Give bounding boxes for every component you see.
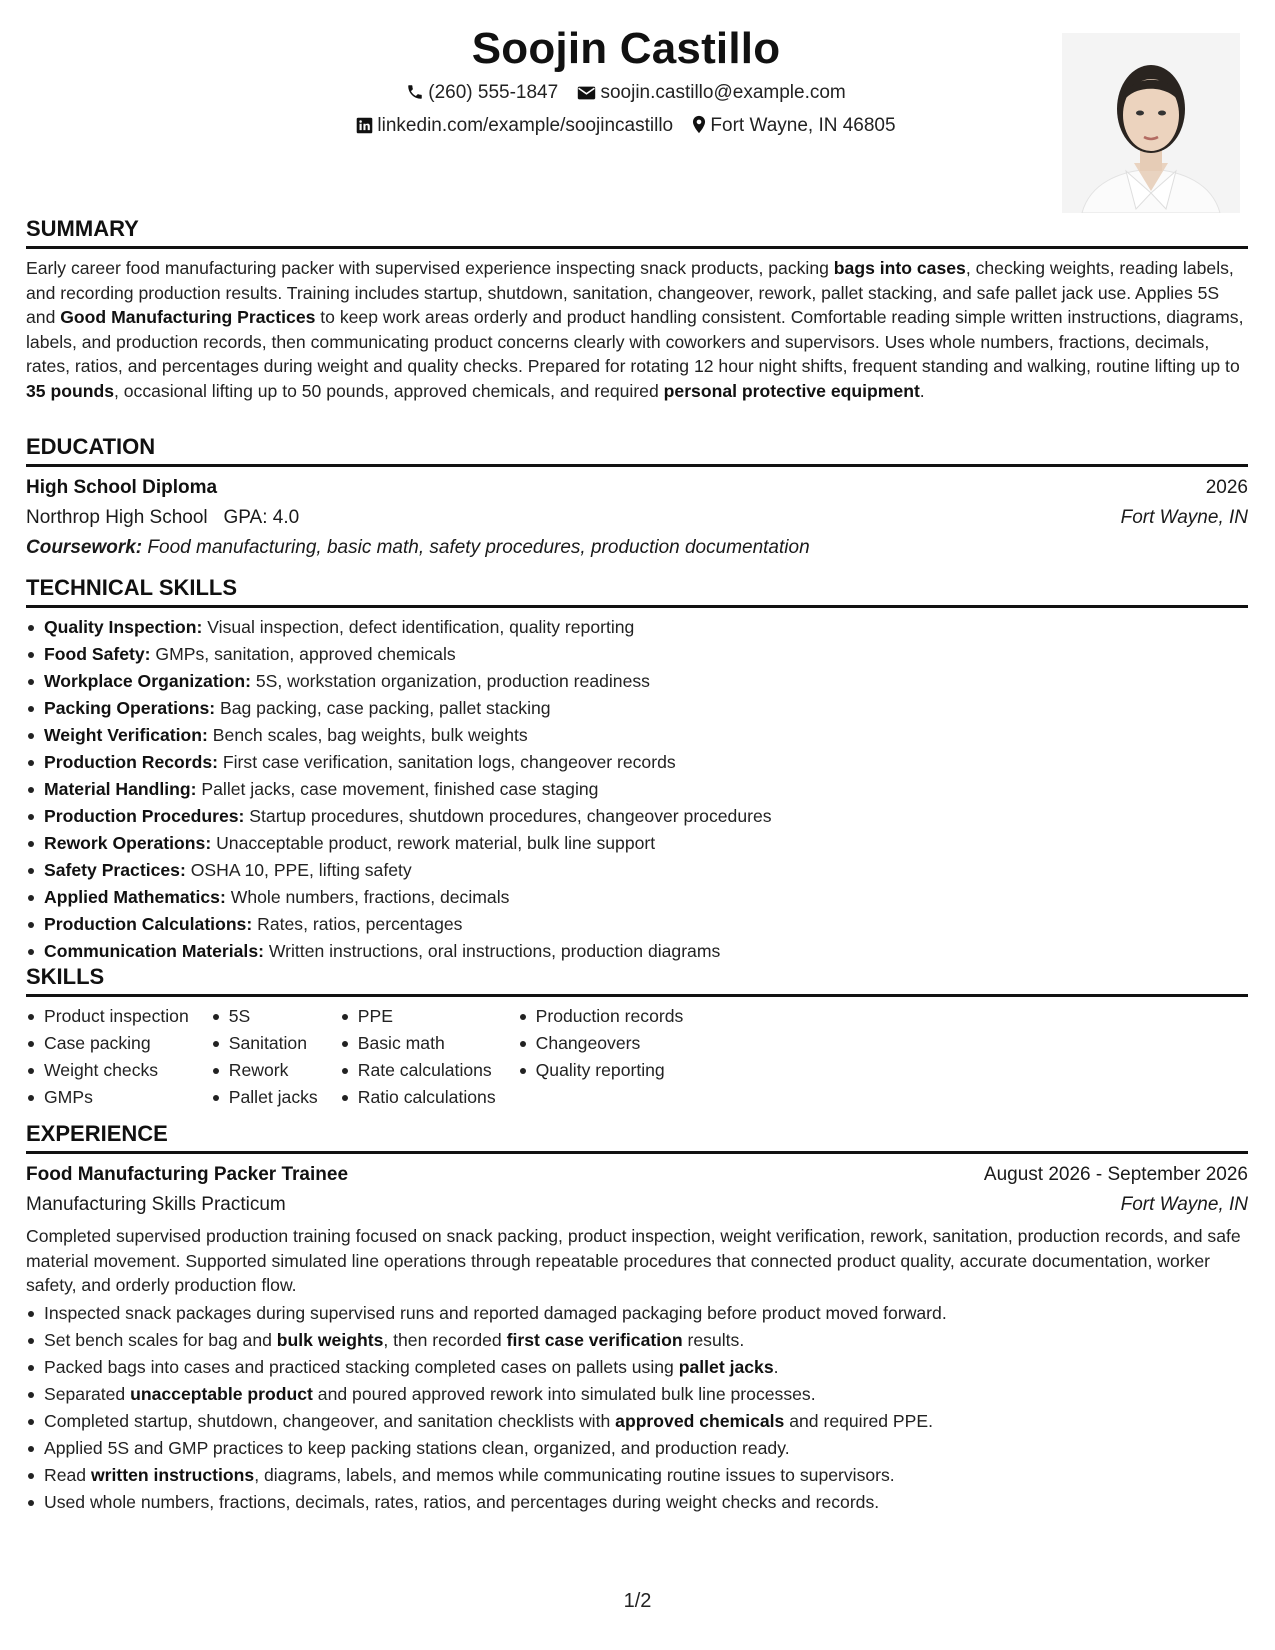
- skills-section: [26, 963, 1248, 1111]
- envelope-icon: [577, 81, 596, 111]
- education-section: [26, 433, 1248, 563]
- school-line: [26, 503, 299, 533]
- skill-category: Production Calculations:: [44, 914, 253, 934]
- skill-item: Production records: [518, 1003, 684, 1030]
- text-segment: Applied 5S and GMP practices to keep packing stations clean, organized, and production ready.: [44, 1437, 790, 1458]
- summary-text: [26, 256, 1248, 404]
- section-divider: [26, 605, 1248, 608]
- school-location: Fort Wayne, IN: [1120, 507, 1248, 528]
- emphasized-text: bags into cases: [833, 258, 966, 278]
- summary-heading: SUMMARY: [26, 216, 139, 241]
- emphasized-text: written instructions: [90, 1464, 255, 1485]
- school-name: Northrop High School: [26, 507, 208, 528]
- skill-item: PPE: [340, 1003, 496, 1030]
- emphasized-text: first case verification: [506, 1329, 683, 1350]
- experience-section: [26, 1120, 1248, 1516]
- text-segment: .: [773, 1356, 779, 1377]
- emphasized-text: approved chemicals: [615, 1410, 785, 1431]
- technical-skill-item: [26, 749, 1248, 776]
- skill-item: GMPs: [26, 1084, 189, 1111]
- skill-detail: Bag packing, case packing, pallet stacking: [215, 698, 551, 718]
- skill-detail: Pallet jacks, case movement, finished case staging: [196, 779, 599, 799]
- location-contact: [692, 111, 895, 144]
- phone-icon: [406, 81, 424, 111]
- page-number: 1/2: [623, 1590, 652, 1612]
- coursework-row: [26, 533, 1248, 563]
- skill-category: Food Safety:: [44, 644, 151, 664]
- experience-bullet: [26, 1462, 1248, 1489]
- skill-item: Weight checks: [26, 1057, 189, 1084]
- technical-skill-item: [26, 938, 1248, 965]
- skill-detail: Visual inspection, defect identification, quality reporting: [202, 617, 635, 637]
- skill-detail: Whole numbers, fractions, decimals: [225, 887, 510, 907]
- skill-item: Quality reporting: [518, 1057, 684, 1084]
- technical-skill-item: [26, 776, 1248, 803]
- text-segment: Used whole numbers, fractions, decimals, rates, ratios, and percentages during weight checks and records.: [44, 1491, 880, 1512]
- experience-row-1: [26, 1160, 1248, 1190]
- skill-category: Rework Operations:: [44, 833, 212, 853]
- skill-detail: Rates, ratios, percentages: [252, 914, 463, 934]
- section-divider: [26, 1151, 1248, 1154]
- emphasized-text: Good Manufacturing Practices: [60, 307, 316, 328]
- phone-text: (260) 555-1847: [428, 82, 559, 103]
- text-segment: Completed startup, shutdown, changeover, and sanitation checklists with: [44, 1410, 616, 1431]
- experience-description: Completed supervised production training focused on snack packing, product inspection, weight verification, rework, sanitation, production records, and safe material movement. Supported simulated line operations through repeatable procedures that connected product quality, accurate documentation, worker safety, and orderly production flow.: [26, 1226, 1241, 1296]
- email-text[interactable]: soojin.castillo@example.com: [600, 82, 846, 103]
- skill-category: Safety Practices:: [44, 860, 186, 880]
- skills-column: [26, 1003, 189, 1111]
- skill-item: Rate calculations: [340, 1057, 496, 1084]
- text-segment: , occasional lifting up to 50 pounds, approved chemicals, and required: [113, 380, 664, 401]
- skills-column: [211, 1003, 318, 1111]
- contact-line-2: [26, 111, 1226, 144]
- skill-item: Sanitation: [211, 1030, 318, 1057]
- skill-category: Production Procedures:: [44, 806, 245, 826]
- experience-bullet: [26, 1381, 1248, 1408]
- experience-bullet: [26, 1435, 1248, 1462]
- emphasized-text: bulk weights: [276, 1329, 384, 1350]
- technical-skill-item: [26, 884, 1248, 911]
- skill-category: Quality Inspection:: [44, 617, 203, 637]
- skill-category: Production Records:: [44, 752, 218, 772]
- experience-bullet: [26, 1408, 1248, 1435]
- linkedin-icon: [356, 114, 373, 144]
- skills-heading: SKILLS: [26, 964, 105, 989]
- contact-line-1: [26, 78, 1226, 111]
- technical-skills-heading: TECHNICAL SKILLS: [26, 575, 238, 600]
- skill-detail: 5S, workstation organization, production readiness: [250, 671, 650, 691]
- text-segment: to keep work areas orderly and product handling consistent. Comfortable reading simple written instructions, diagrams, labels, and production records, then communicating product concerns clearly with coworkers and supervisors. Uses whole numbers, fractions, decimals, rates, ratios, and percentages during weight and quality checks. Prepared for rotating 12 hour night shifts, frequent standing and walking, routine lifting up to: [26, 307, 1244, 377]
- linkedin-text[interactable]: linkedin.com/example/soojincastillo: [377, 115, 674, 136]
- skill-detail: GMPs, sanitation, approved chemicals: [150, 644, 456, 664]
- experience-row-2: [26, 1190, 1248, 1220]
- skill-category: Weight Verification:: [44, 725, 208, 745]
- technical-skill-item: [26, 668, 1248, 695]
- skill-detail: Written instructions, oral instructions, production diagrams: [263, 941, 721, 961]
- experience-heading: EXPERIENCE: [26, 1121, 168, 1146]
- phone-contact: [406, 78, 558, 111]
- education-row-1: [26, 473, 1248, 503]
- text-segment: Read: [44, 1464, 91, 1485]
- skill-item: Changeovers: [518, 1030, 684, 1057]
- technical-skills-list: [26, 614, 1248, 965]
- technical-skills-section: [26, 574, 1248, 965]
- technical-skill-item: [26, 830, 1248, 857]
- emphasized-text: personal protective equipment: [663, 380, 920, 401]
- text-segment: .: [919, 380, 925, 401]
- section-divider: [26, 464, 1248, 467]
- skill-category: Communication Materials:: [44, 941, 264, 961]
- job-title: Food Manufacturing Packer Trainee: [26, 1164, 349, 1185]
- summary-section: [26, 215, 1248, 404]
- skill-item: Ratio calculations: [340, 1084, 496, 1111]
- education-heading: EDUCATION: [26, 434, 156, 459]
- linkedin-contact[interactable]: [356, 111, 673, 144]
- experience-bullet: [26, 1300, 1248, 1327]
- text-segment: results.: [682, 1329, 745, 1350]
- skill-item: Product inspection: [26, 1003, 189, 1030]
- technical-skill-item: [26, 803, 1248, 830]
- degree: High School Diploma: [26, 477, 218, 498]
- technical-skill-item: [26, 641, 1248, 668]
- text-segment: Packed bags into cases and practiced stacking completed cases on pallets using: [44, 1356, 679, 1377]
- skill-category: Applied Mathematics:: [44, 887, 226, 907]
- skill-item: Case packing: [26, 1030, 189, 1057]
- job-location: Fort Wayne, IN: [1120, 1194, 1248, 1215]
- text-segment: and poured approved rework into simulated bulk line processes.: [312, 1383, 816, 1404]
- skill-detail: Bench scales, bag weights, bulk weights: [207, 725, 528, 745]
- skill-category: Material Handling:: [44, 779, 197, 799]
- experience-bullet: [26, 1354, 1248, 1381]
- skill-detail: Unacceptable product, rework material, bulk line support: [211, 833, 656, 853]
- text-segment: , diagrams, labels, and memos while communicating routine issues to supervisors.: [254, 1464, 895, 1485]
- skill-detail: OSHA 10, PPE, lifting safety: [185, 860, 412, 880]
- coursework-text: Food manufacturing, basic math, safety procedures, production documentation: [147, 537, 810, 558]
- skill-item: Pallet jacks: [211, 1084, 318, 1111]
- job-dates: August 2026 - September 2026: [983, 1164, 1248, 1185]
- text-segment: Early career food manufacturing packer with supervised experience inspecting snack products, packing: [26, 258, 834, 278]
- experience-bullets: [26, 1300, 1248, 1516]
- emphasized-text: 35 pounds: [26, 380, 114, 401]
- profile-photo: [1062, 33, 1240, 213]
- skills-column: [518, 1003, 684, 1111]
- text-segment: Inspected snack packages during supervised runs and reported damaged packaging before product moved forward.: [44, 1302, 947, 1323]
- skills-grid: [26, 1003, 1248, 1111]
- graduation-year: 2026: [1205, 477, 1248, 498]
- technical-skill-item: [26, 857, 1248, 884]
- skill-detail: First case verification, sanitation logs, changeover records: [218, 752, 676, 772]
- emphasized-text: unacceptable product: [130, 1383, 313, 1404]
- text-segment: Separated: [44, 1383, 131, 1404]
- organization: Manufacturing Skills Practicum: [26, 1194, 286, 1215]
- candidate-name: Soojin Castillo: [471, 24, 781, 73]
- technical-skill-item: [26, 695, 1248, 722]
- skill-item: Rework: [211, 1057, 318, 1084]
- text-segment: and required PPE.: [784, 1410, 933, 1431]
- technical-skill-item: [26, 614, 1248, 641]
- skills-column: [340, 1003, 496, 1111]
- experience-bullet: [26, 1489, 1248, 1516]
- skill-detail: Startup procedures, shutdown procedures, changeover procedures: [244, 806, 772, 826]
- skill-category: Workplace Organization:: [44, 671, 251, 691]
- text-segment: , checking weights, reading labels, and recording production results. Training includes startup, shutdown, sanitation, changeover, rework, pallet stacking, and safe pallet jack use. Applies 5S and: [26, 258, 1234, 328]
- experience-bullet: [26, 1327, 1248, 1354]
- section-divider: [26, 246, 1248, 249]
- resume-header: [26, 20, 1226, 144]
- skill-category: Packing Operations:: [44, 698, 216, 718]
- text-segment: Set bench scales for bag and: [44, 1329, 277, 1350]
- technical-skill-item: [26, 722, 1248, 749]
- coursework-label: Coursework:: [26, 537, 143, 558]
- location-text: Fort Wayne, IN 46805: [710, 115, 896, 136]
- text-segment: , then recorded: [383, 1329, 507, 1350]
- skill-item: Basic math: [340, 1030, 496, 1057]
- technical-skill-item: [26, 911, 1248, 938]
- education-row-2: [26, 503, 1248, 533]
- email-contact[interactable]: [577, 78, 845, 111]
- gpa: GPA: 4.0: [223, 507, 300, 528]
- coursework-line: [26, 533, 810, 563]
- emphasized-text: pallet jacks: [678, 1356, 774, 1377]
- skill-item: 5S: [211, 1003, 318, 1030]
- map-pin-icon: [692, 114, 706, 144]
- section-divider: [26, 994, 1248, 997]
